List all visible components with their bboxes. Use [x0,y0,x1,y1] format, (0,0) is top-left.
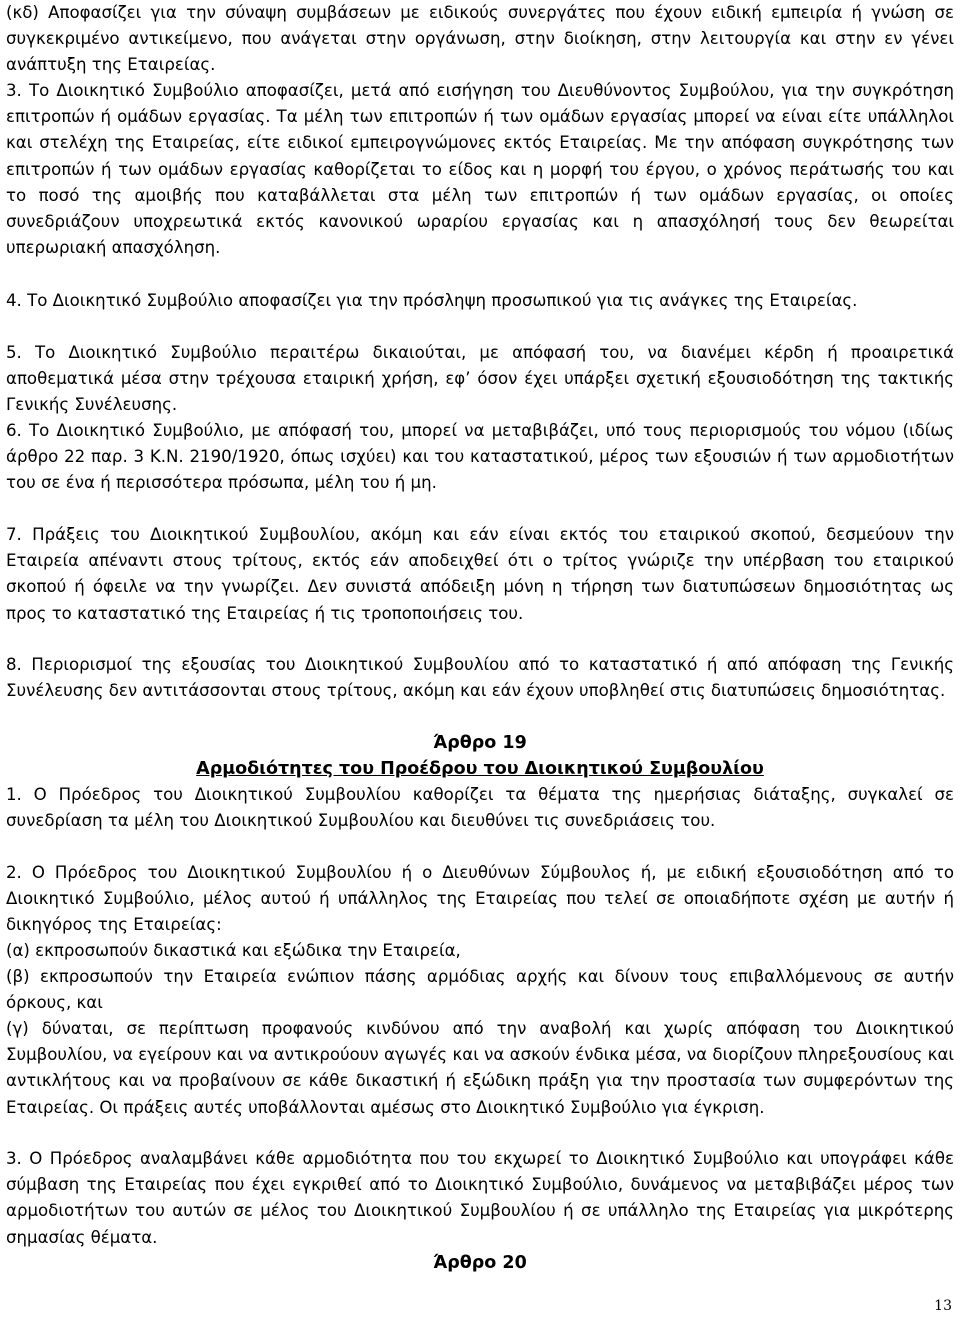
article-19-item-a: (α) εκπροσωπούν δικαστικά και εξώδικα την Εταιρεία, [6,941,461,960]
paragraph-4: 4. Το Διοικητικό Συμβούλιο αποφασίζει για την πρόσληψη προσωπικού για τις ανάγκες της Εταιρείας. [6,291,858,310]
article-19-title: Άρθρο 19 [433,733,527,753]
article-20-title: Άρθρο 20 [433,1253,527,1273]
article-19-subtitle: Αρμοδιότητες του Προέδρου του Διοικητικού Συμβουλίου [196,759,764,779]
paragraph-8: 8. Περιορισμοί της εξουσίας του Διοικητικού Συμβουλίου από το καταστατικό ή από απόφαση της Γενικής Συνέλευσης δεν αντιτάσσονται στους τρίτους, ακόμη και εάν έχουν υποβληθεί στις διατυπώσεις δημοσιότητας. [6,655,954,701]
article-19-paragraph-2: 2. Ο Πρόεδρος του Διοικητικού Συμβουλίου ή ο Διευθύνων Σύμβουλος ή, με ειδική εξουσιοδότηση από το Διοικητικό Συμβούλιο, μέλος αυτού ή υπάλληλος της Εταιρείας που τελεί σε οποιαδήποτε σχέση με αυτήν ή δικηγόρος της Εταιρείας: [6,863,954,935]
paragraph-3: 3. Το Διοικητικό Συμβούλιο αποφασίζει, μετά από εισήγηση του Διευθύνοντος Συμβούλου, για την συγκρότηση επιτροπών ή ομάδων εργασίας. Τα μέλη των επιτροπών ή των ομάδων εργασίας μπορεί να είναι είτε υπάλληλοι και στελέχη της Εταιρείας, είτε ειδικοί εμπειρογνώμονες εκτός Εταιρείας. Με την απόφαση συγκρότησης των επιτροπών ή των ομάδων εργασίας καθορίζεται το είδος και η μορφή του έργου, ο χρόνος περάτωσής του και το ποσό της αμοιβής που καταβάλλεται στα μέλη των επιτροπών ή των ομάδων εργασίας, οι οποίες συνεδριάζουν υποχρεωτικά εκτός κανονικού ωραρίου εργασίας και η απασχόλησή τους δεν θεωρείται υπερωριακή απασχόληση. [6,81,954,258]
paragraph-6: 6. Το Διοικητικό Συμβούλιο, με απόφασή του, μπορεί να μεταβιβάζει, υπό τους περιορισμούς του νόμου (ιδίως άρθρο 22 παρ. 3 Κ.Ν. 2190/1920, όπως ισχύει) και του καταστατικού, μέρος των εξουσιών ή των αρμοδιοτήτων του σε ένα ή περισσότερα πρόσωπα, μέλη του ή μη. [6,421,954,493]
page-number: 13 [934,1298,952,1314]
paragraph-kd: (κδ) Αποφασίζει για την σύναψη συμβάσεων με ειδικούς συνεργάτες που έχουν ειδική εμπειρία ή γνώση σε συγκεκριμένο αντικείμενο, που ανάγεται στην οργάνωση, στην διοίκηση, στην λειτουργία και στην εν γένει ανάπτυξη της Εταιρείας. [6,3,954,75]
article-19-paragraph-1: 1. Ο Πρόεδρος του Διοικητικού Συμβουλίου καθορίζει τα θέματα της ημερήσιας διάταξης, συγκαλεί σε συνεδρίαση τα μέλη του Διοικητικού Συμβουλίου και διευθύνει τις συνεδριάσεις του. [6,785,954,831]
article-19-item-b: (β) εκπροσωπούν την Εταιρεία ενώπιον πάσης αρμόδιας αρχής και δίνουν τους επιβαλλόμενους σε αυτήν όρκους, και [6,967,954,1013]
paragraph-5: 5. Το Διοικητικό Συμβούλιο περαιτέρω δικαιούται, με απόφασή του, να διανέμει κέρδη ή προαιρετικά αποθεματικά μέσα στην τρέχουσα εταιρική χρήση, εφ’ όσον έχει υπάρξει σχετική εξουσιοδότηση της τακτικής Γενικής Συνέλευσης. [6,343,954,415]
paragraph-7: 7. Πράξεις του Διοικητικού Συμβουλίου, ακόμη και εάν είναι εκτός του εταιρικού σκοπού, δεσμεύουν την Εταιρεία απέναντι στους τρίτους, εκτός εάν αποδειχθεί ότι ο τρίτος γνώριζε την υπέρβαση του εταιρικού σκοπού ή όφειλε να την γνωρίζει. Δεν συνιστά απόδειξη μόνη η τήρηση των διατυπώσεων δημοσιότητας ως προς το καταστατικό της Εταιρείας ή τις τροποποιήσεις του. [6,525,954,623]
article-19-paragraph-3: 3. Ο Πρόεδρος αναλαμβάνει κάθε αρμοδιότητα που του εκχωρεί το Διοικητικό Συμβούλιο και υπογράφει κάθε σύμβαση της Εταιρείας που έχει εγκριθεί από το Διοικητικό Συμβούλιο, δυνάμενος να μεταβιβάζει μέρος των αρμοδιοτήτων του αυτών σε μέλος του Διοικητικού Συμβουλίου ή σε υπάλληλο της Εταιρείας για μικρότερης σημασίας θέματα. [6,1149,954,1247]
article-19-item-c: (γ) δύναται, σε περίπτωση προφανούς κινδύνου από την αναβολή και χωρίς απόφαση του Διοικητικού Συμβουλίου, να εγείρουν και να αντικρούουν αγωγές και να ασκούν ένδικα μέσα, να διορίζουν πληρεξουσίους και αντικλήτους και να προβαίνουν σε κάθε δικαστική ή εξώδικη πράξη για την προστασία των συμφερόντων της Εταιρείας. Οι πράξεις αυτές υποβάλλονται αμέσως στο Διοικητικό Συμβούλιο για έγκριση. [6,1019,954,1117]
